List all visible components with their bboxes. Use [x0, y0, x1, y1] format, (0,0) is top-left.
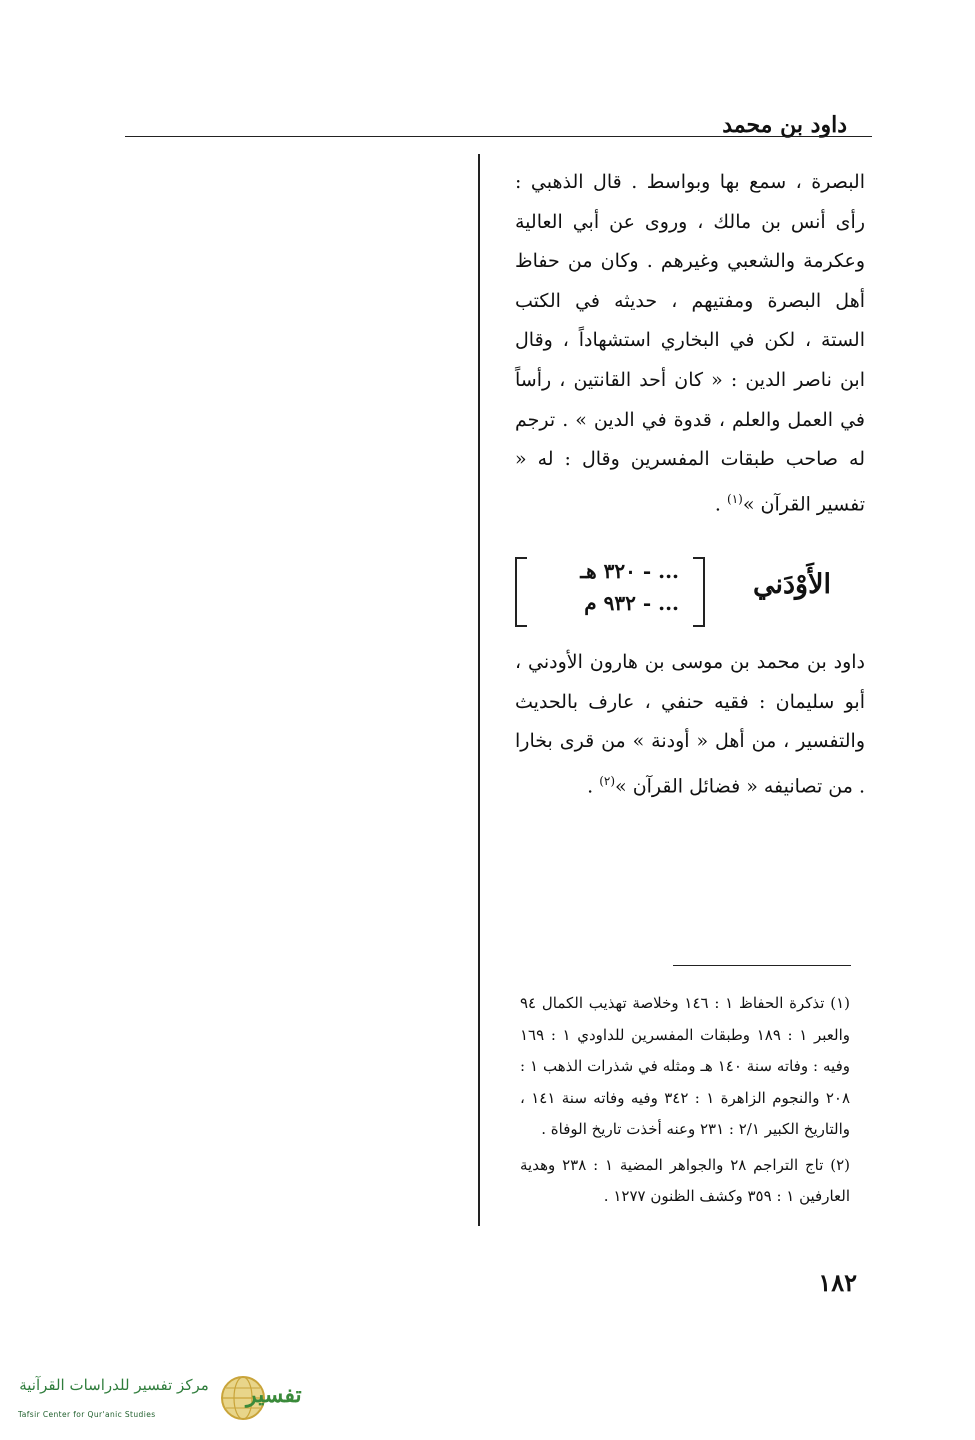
bracket-right	[693, 557, 705, 627]
entry-name: الأَوْدَني	[753, 569, 831, 600]
footnote-ref-2: (٢)	[599, 773, 616, 788]
paragraph-2-end: .	[587, 775, 600, 798]
running-head: داود بن محمد	[722, 112, 847, 138]
logo-name: مركز تفسير للدراسات القرآنية	[19, 1376, 209, 1394]
biography-text-1	[515, 163, 865, 525]
header-rule	[125, 136, 872, 137]
footnote-2: (٢) تاج التراجم ٢٨ والجواهر المضية ١ : ٢٣٨ وهدية العارفين ١ : ٣٥٩ وكشف الظنون ١٢٧٧ .	[520, 1155, 850, 1205]
footnotes	[520, 988, 850, 1217]
page-number: ١٨٢	[818, 1268, 857, 1297]
footnote-rule	[673, 965, 851, 966]
paragraph-1: البصرة ، سمع بها وبواسط . قال الذهبي : رأى أنس بن مالك ، وروى عن أبي العالية وعكرمة والشعبي وغيرهم . وكان من حفاظ أهل البصرة ومفتيهم ، حديثه في الكتب الستة ، لكن في البخاري استشهاداً ، وقال ابن ناصر الدين : « كان أحد القانتين ، رأساً في العمل والعلم ، قدوة في الدين » . ترجم له صاحب طبقات المفسرين وقال : له « تفسير القرآن »	[515, 171, 865, 516]
paragraph-1-end: .	[714, 493, 727, 516]
logo-word: تفسير	[246, 1382, 302, 1408]
footnote-1: (١) تذكرة الحفاظ ١ : ١٤٦ وخلاصة تهذيب الكمال ٩٤ والعبر ١ : ١٨٩ وطبقات المفسرين للداودي ١ : ١٦٩ وفيه : وفاته سنة ١٤٠ هـ ومثله في شذرات الذهب ١ : ٢٠٨ والنجوم الزاهرة ١ : ٣٤٢ وفيه وفاته سنة ١٤١ ، والتاريخ الكبير ٢/١ : ٢٣١ وعنه أخذت تاريخ الوفاة .	[520, 994, 851, 1138]
publisher-logo	[14, 1372, 302, 1428]
date-bracket	[515, 555, 705, 625]
footnote-ref-1: (١)	[727, 491, 743, 506]
paragraph-2: داود بن محمد بن موسى بن هارون الأودني ، أبو سليمان : فقيه حنفي ، عارف بالحديث والتفسير ، من أهل « أودنة » من قرى بخارا . من تصانيفه « فضائل القرآن »	[515, 651, 865, 798]
column-rule	[478, 154, 480, 1226]
bracket-left	[515, 557, 527, 627]
date-gregorian: ... - ٩٣٢ م	[584, 591, 679, 615]
logo-subtitle: Tafsir Center for Qur'anic Studies	[18, 1410, 156, 1419]
date-hijri: ... - ٣٢٠ هـ	[580, 559, 679, 583]
entry-heading	[515, 555, 865, 630]
biography-text-2	[515, 643, 865, 807]
